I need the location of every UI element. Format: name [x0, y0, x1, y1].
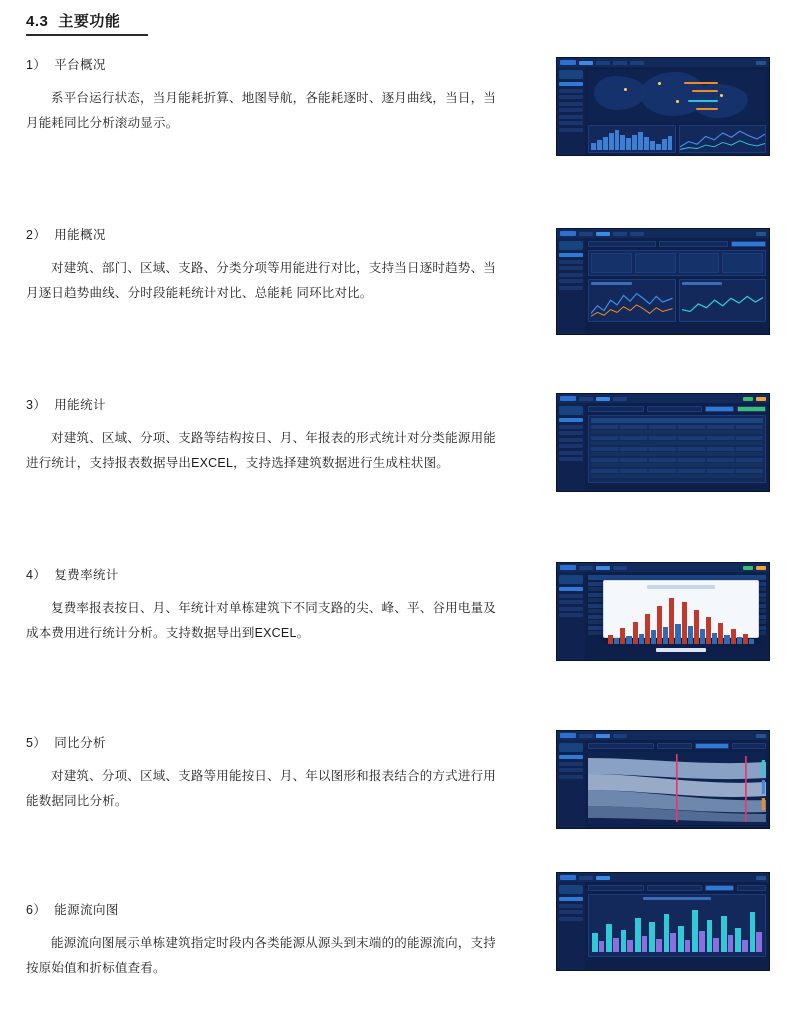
tab-raw-value[interactable]	[705, 885, 734, 891]
table-row[interactable]	[591, 425, 763, 429]
app-body	[557, 740, 769, 828]
tariff-bar-chart	[608, 592, 754, 644]
energy-profile-screenshot[interactable]	[556, 228, 770, 335]
nav-tab-home[interactable]	[579, 232, 593, 236]
nav-tab-yoy[interactable]	[596, 734, 610, 738]
tariff-content	[585, 572, 769, 660]
date-range-picker[interactable]	[647, 885, 703, 891]
sidebar-item-branch-stat[interactable]	[559, 457, 583, 461]
item-title	[26, 733, 496, 751]
gauge-row	[588, 250, 766, 276]
app-logo-icon	[560, 733, 576, 738]
tree-select[interactable]	[588, 406, 644, 412]
nav-tab-tariff[interactable]	[596, 566, 610, 570]
sidebar-item-category-yoy[interactable]	[559, 762, 583, 766]
nav-tab-compare[interactable]	[630, 232, 644, 236]
table-row[interactable]	[591, 458, 763, 462]
sidebar-logo	[559, 575, 583, 584]
app-logo-icon	[560, 875, 576, 880]
sidebar-item-realtime[interactable]	[559, 95, 583, 99]
sidebar-item-branch-yoy[interactable]	[559, 775, 583, 779]
item-index: 3）	[26, 398, 47, 412]
sidebar-item-building-yoy[interactable]	[559, 755, 583, 759]
app-topbar	[557, 394, 769, 403]
export-excel-button[interactable]	[743, 566, 753, 570]
item-label: 用能概况	[54, 228, 106, 242]
sidebar-item-yearly-report[interactable]	[559, 431, 583, 435]
list-item	[26, 395, 496, 488]
app-topbar	[557, 731, 769, 740]
energy-flow-diagram-screenshot[interactable]	[556, 872, 770, 971]
user-menu-icon[interactable]	[756, 61, 766, 65]
table-row[interactable]	[591, 436, 763, 440]
sidebar-item-report[interactable]	[559, 121, 583, 125]
item-title	[26, 55, 496, 73]
yoy-sankey-chart[interactable]	[588, 752, 766, 824]
statistics-content	[585, 403, 769, 491]
list-item	[26, 733, 496, 826]
sidebar-item-area-yoy[interactable]	[559, 768, 583, 772]
sidebar-item-building-stat[interactable]	[559, 438, 583, 442]
nav-tab-statistics[interactable]	[613, 61, 627, 65]
user-menu-icon[interactable]	[756, 734, 766, 738]
nav-tab-energy-flow[interactable]	[596, 876, 610, 880]
dashboard-content	[585, 67, 769, 155]
app-logo-icon	[560, 60, 576, 65]
table-row[interactable]	[591, 463, 763, 467]
sidebar-item-category[interactable]	[559, 279, 583, 283]
item-label: 平台概况	[54, 58, 106, 72]
period-month-button[interactable]	[695, 743, 729, 749]
nav-tab-home[interactable]	[579, 876, 593, 880]
sidebar-item-category-stat[interactable]	[559, 451, 583, 455]
app-topbar	[557, 873, 769, 882]
item-body: 对建筑、部门、区域、支路、分类分项等用能进行对比，支持当日逐时趋势、当月逐日趋势曲线、分时段能耗统计对比、总能耗 同环比对比。	[26, 260, 496, 300]
sidebar-item-daily-report[interactable]	[559, 418, 583, 422]
item-body: 复费率报表按日、月、年统计对单栋建筑下不同支路的尖、峰、平、谷用电量及成本费用进行统计分析。支持数据导出到EXCEL。	[26, 600, 496, 640]
item-label: 用能统计	[54, 398, 106, 412]
flow-content	[585, 882, 769, 970]
date-picker[interactable]	[647, 406, 703, 412]
item-title	[26, 900, 496, 918]
sidebar	[557, 403, 585, 491]
daily-trend-title	[591, 282, 632, 285]
sidebar-item-area-stat[interactable]	[559, 444, 583, 448]
page-title	[26, 10, 120, 31]
energy-map[interactable]	[588, 70, 766, 122]
sidebar-item-yearly-stat[interactable]	[559, 600, 583, 604]
profile-content	[585, 238, 769, 334]
generate-bar-chart-button[interactable]	[756, 397, 766, 401]
hourly-curve-card[interactable]	[588, 125, 676, 153]
user-menu-icon[interactable]	[756, 876, 766, 880]
monthly-line-chart	[680, 126, 766, 152]
sidebar	[557, 740, 585, 828]
building-select[interactable]	[588, 241, 656, 247]
app-body	[557, 238, 769, 334]
section-title: 主要功能	[58, 13, 121, 30]
sidebar-logo	[559, 885, 583, 894]
date-range-picker[interactable]	[659, 241, 727, 247]
building-select[interactable]	[588, 885, 644, 891]
monthly-trend-card[interactable]	[679, 279, 767, 322]
filter-bar[interactable]	[588, 743, 766, 749]
nav-tab-statistics[interactable]	[613, 232, 627, 236]
sidebar-item-standard-value[interactable]	[559, 910, 583, 914]
sidebar	[557, 882, 585, 970]
item-index: 4）	[26, 568, 47, 582]
query-button[interactable]	[731, 241, 766, 247]
table-row[interactable]	[591, 430, 763, 434]
sidebar-item-hourly[interactable]	[559, 102, 583, 106]
filter-bar[interactable]	[588, 241, 766, 247]
sidebar-item-monthly[interactable]	[559, 108, 583, 112]
heading-underline	[26, 34, 148, 36]
item-body: 对建筑、分项、区域、支路等用能按日、月、年以图形和报表结合的方式进行用能数据同比分析。	[26, 768, 496, 808]
item-index: 1）	[26, 58, 47, 72]
yoy-content	[585, 740, 769, 828]
app-body	[557, 403, 769, 491]
nav-tab-cost[interactable]	[613, 566, 627, 570]
item-body: 系平台运行状态，当月能耗折算、地图导航，各能耗逐时、逐月曲线，当日，当月能耗同比分析滚动显示。	[26, 90, 496, 130]
sidebar-logo	[559, 70, 583, 79]
item-title	[26, 565, 496, 583]
item-title	[26, 225, 496, 243]
list-item	[26, 225, 496, 318]
sidebar	[557, 238, 585, 334]
app-body	[557, 67, 769, 155]
sidebar-item-yoy-mom[interactable]	[559, 286, 583, 290]
sidebar-item-department-compare[interactable]	[559, 260, 583, 264]
table-row[interactable]	[591, 452, 763, 456]
item-body: 能源流向图展示单栋建筑指定时段内各类能源从源头到末端的的能源流向，支持按原始值和折标值查看。	[26, 935, 496, 975]
sidebar-item-monthly-report[interactable]	[559, 425, 583, 429]
nav-tab-home[interactable]	[579, 734, 593, 738]
nav-tab-home[interactable]	[579, 61, 593, 65]
sidebar-item-settings[interactable]	[559, 128, 583, 132]
period-day-button[interactable]	[657, 743, 691, 749]
sidebar-item-area-compare[interactable]	[559, 266, 583, 270]
monthly-trend-title	[682, 282, 723, 285]
sidebar-item-period-select[interactable]	[559, 917, 583, 921]
sidebar-item-branch-stat[interactable]	[559, 607, 583, 611]
settings-icon[interactable]	[756, 566, 766, 570]
nav-tab-report[interactable]	[613, 734, 627, 738]
chart-title	[643, 897, 712, 900]
nav-tab-profile[interactable]	[596, 61, 610, 65]
filter-bar[interactable]	[588, 406, 766, 412]
sidebar-logo	[559, 241, 583, 250]
period-year-button[interactable]	[732, 743, 766, 749]
energy-statistics-screenshot[interactable]	[556, 393, 770, 492]
export-button[interactable]	[737, 406, 766, 412]
platform-overview-screenshot[interactable]	[556, 57, 770, 156]
energy-flow-bar-chart	[591, 902, 763, 954]
nav-tab-statistics[interactable]	[596, 397, 610, 401]
monthly-curve-card[interactable]	[679, 125, 767, 153]
list-item	[26, 900, 496, 993]
nav-tab-profile[interactable]	[596, 232, 610, 236]
gauge-water	[635, 253, 676, 273]
sidebar-item-yoy[interactable]	[559, 115, 583, 119]
list-item	[26, 565, 496, 658]
nav-tab-home[interactable]	[579, 566, 593, 570]
gauge-gas	[679, 253, 720, 273]
sidebar-item-cost[interactable]	[559, 613, 583, 617]
item-label: 复费率统计	[54, 568, 119, 582]
sidebar-item-raw-value[interactable]	[559, 904, 583, 908]
nav-tab-alarm[interactable]	[630, 61, 644, 65]
dialog-axis-label	[656, 648, 706, 652]
table-row[interactable]	[591, 469, 763, 473]
nav-tab-export[interactable]	[613, 397, 627, 401]
dialog-title	[647, 585, 714, 589]
daily-trend-card[interactable]	[588, 279, 676, 322]
tariff-chart-dialog[interactable]	[603, 580, 759, 638]
item-index: 6）	[26, 903, 47, 917]
sidebar-item-building-compare[interactable]	[559, 253, 583, 257]
item-label: 同比分析	[54, 736, 106, 750]
sidebar-item-overview[interactable]	[559, 82, 583, 86]
list-item	[26, 55, 496, 148]
app-logo-icon	[560, 231, 576, 236]
export-excel-button[interactable]	[743, 397, 753, 401]
section-number: 4.3	[26, 13, 49, 30]
item-index: 2）	[26, 228, 47, 242]
daily-trend-chart	[591, 287, 673, 319]
app-topbar	[557, 563, 769, 572]
app-body	[557, 882, 769, 970]
sidebar-item-daily-stat[interactable]	[559, 587, 583, 591]
building-select[interactable]	[588, 743, 654, 749]
table-row[interactable]	[591, 447, 763, 451]
table-row[interactable]	[591, 474, 763, 478]
report-table[interactable]	[588, 415, 766, 483]
gauge-total	[722, 253, 763, 273]
item-label: 能源流向图	[54, 903, 119, 917]
item-index: 5）	[26, 736, 47, 750]
item-title	[26, 395, 496, 413]
multi-tariff-statistics-screenshot[interactable]	[556, 562, 770, 661]
hourly-bar-chart	[589, 126, 675, 152]
sidebar-logo	[559, 743, 583, 752]
sidebar-logo	[559, 406, 583, 415]
sidebar-item-monthly-stat[interactable]	[559, 594, 583, 598]
table-body	[591, 418, 763, 478]
monthly-trend-chart	[682, 287, 764, 319]
filter-bar[interactable]	[588, 885, 766, 891]
app-topbar	[557, 229, 769, 238]
sidebar-item-branch-compare[interactable]	[559, 273, 583, 277]
item-body: 对建筑、区域、分项、支路等结构按日、月、年报表的形式统计对分类能源用能进行统计，支持报表数据导出EXCEL，支持选择建筑数据进行生成柱状图。	[26, 430, 496, 470]
sidebar-item-flow-overview[interactable]	[559, 897, 583, 901]
app-body	[557, 572, 769, 660]
year-on-year-analysis-screenshot[interactable]	[556, 730, 770, 829]
sidebar	[557, 572, 585, 660]
app-logo-icon	[560, 565, 576, 570]
app-topbar	[557, 58, 769, 67]
gauge-electricity	[591, 253, 632, 273]
user-menu-icon[interactable]	[756, 232, 766, 236]
sidebar	[557, 67, 585, 155]
table-header	[591, 418, 763, 423]
app-logo-icon	[560, 396, 576, 401]
tab-standard-value[interactable]	[737, 885, 766, 891]
table-row[interactable]	[591, 441, 763, 445]
energy-flow-chart-card[interactable]	[588, 894, 766, 957]
query-button[interactable]	[705, 406, 734, 412]
nav-tab-home[interactable]	[579, 397, 593, 401]
sidebar-item-map[interactable]	[559, 89, 583, 93]
